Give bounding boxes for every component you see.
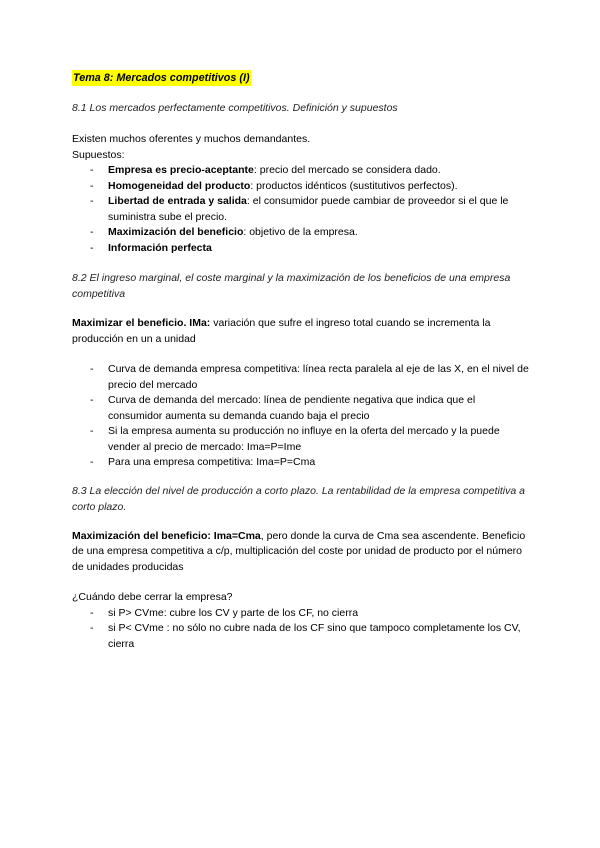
list-item: - Libertad de entrada y salida: el consumidor puede cambiar de proveedor si el que le suministra sube el precio. bbox=[90, 195, 509, 223]
section-8-1-heading: 8.1 Los mercados perfectamente competitivos. Definición y supuestos bbox=[72, 102, 398, 114]
list-item: - si P> CVme: cubre los CV y parte de los CF, no cierra bbox=[90, 606, 359, 619]
list-item: - Información perfecta bbox=[90, 241, 212, 254]
paragraph-text: , pero donde la curva de Cma sea ascendente. Beneficio de una empresa competitiva a c/p, multiplicación del coste por unidad de producto por el número de unidades producidas bbox=[72, 529, 526, 573]
list-item-text: Curva de demanda empresa competitiva: línea recta paralela al eje de las X, en el nivel de precio del mercado bbox=[108, 363, 529, 391]
supuestos-label: Supuestos: bbox=[72, 148, 125, 161]
section-8-3-paragraph bbox=[72, 529, 532, 576]
paragraph-bold: Maximización del beneficio: Ima=Cma bbox=[72, 529, 261, 542]
section-8-3-heading: 8.3 La elección del nivel de producción a corto plazo. La rentabilidad de la empresa competitiva a corto plazo. bbox=[72, 484, 525, 513]
list-item: - Si la empresa aumenta su producción no influye en la oferta del mercado y la puede vender al precio de mercado: Ima=P=Ime bbox=[90, 425, 500, 453]
list-item-text: si P< CVme : no sólo no cubre nada de los CF sino que tampoco completamente los CV, cierra bbox=[108, 622, 521, 650]
list-item-bold: Maximización del beneficio bbox=[108, 226, 244, 238]
closing-list bbox=[72, 606, 532, 653]
paragraph-bold: Maximizar el beneficio. IMa: bbox=[72, 317, 211, 329]
list-item-bold: Información perfecta bbox=[108, 241, 212, 254]
section-8-2-heading: 8.2 El ingreso marginal, el coste marginal y la maximización de los beneficios de una empresa competitiva bbox=[72, 272, 511, 300]
paragraph-text: variación que sufre el ingreso total cuando se incrementa la producción en un a unidad bbox=[72, 317, 491, 345]
list-item-text: si P> CVme: cubre los CV y parte de los CF, no cierra bbox=[108, 606, 359, 619]
list-item-text: : el consumidor puede cambiar de proveedor si el que le suministra sube el precio. bbox=[108, 195, 509, 223]
list-item: - Empresa es precio-aceptante: precio del mercado se considera dado. bbox=[90, 164, 441, 176]
list-item-text: : objetivo de la empresa. bbox=[243, 226, 358, 238]
list-item: - Curva de demanda del mercado: línea de pendiente negativa que indica que el consumidor aumenta su demanda cuando baja el precio bbox=[90, 394, 476, 422]
demand-list bbox=[72, 362, 532, 471]
list-item-bold: Libertad de entrada y salida bbox=[108, 195, 247, 207]
list-item-text: Para una empresa competitiva: Ima=P=Cma bbox=[108, 456, 316, 468]
section-8-1-intro: Existen muchos oferentes y muchos demandantes. bbox=[72, 133, 311, 145]
document-title: Tema 8: Mercados competitivos (I) bbox=[73, 72, 250, 84]
list-item: - Homogeneidad del producto: productos idénticos (sustitutivos perfectos). bbox=[90, 179, 458, 192]
closing-question: ¿Cuándo debe cerrar la empresa? bbox=[72, 591, 233, 603]
list-item-bold: Empresa es precio-aceptante bbox=[108, 164, 254, 176]
list-item-text: : productos idénticos (sustitutivos perfectos). bbox=[250, 179, 458, 192]
list-item: - Para una empresa competitiva: Ima=P=Cma bbox=[90, 456, 316, 468]
list-item-text: : precio del mercado se considera dado. bbox=[253, 164, 441, 176]
list-item-text: Curva de demanda del mercado: línea de pendiente negativa que indica que el consumidor aumenta su demanda cuando baja el precio bbox=[108, 394, 476, 422]
list-item: - Maximización del beneficio: objetivo de la empresa. bbox=[90, 226, 358, 238]
list-item-bold: Homogeneidad del producto bbox=[108, 179, 251, 192]
supuestos-list bbox=[72, 163, 532, 256]
section-8-2-paragraph bbox=[72, 316, 532, 347]
document-content bbox=[72, 68, 532, 652]
list-item-text: Si la empresa aumenta su producción no influye en la oferta del mercado y la puede vender al precio de mercado: Ima=P=Ime bbox=[108, 425, 500, 453]
list-item: - si P< CVme : no sólo no cubre nada de los CF sino que tampoco completamente los CV, cierra bbox=[90, 622, 521, 650]
list-item: - Curva de demanda empresa competitiva: línea recta paralela al eje de las X, en el nivel de precio del mercado bbox=[90, 363, 529, 391]
